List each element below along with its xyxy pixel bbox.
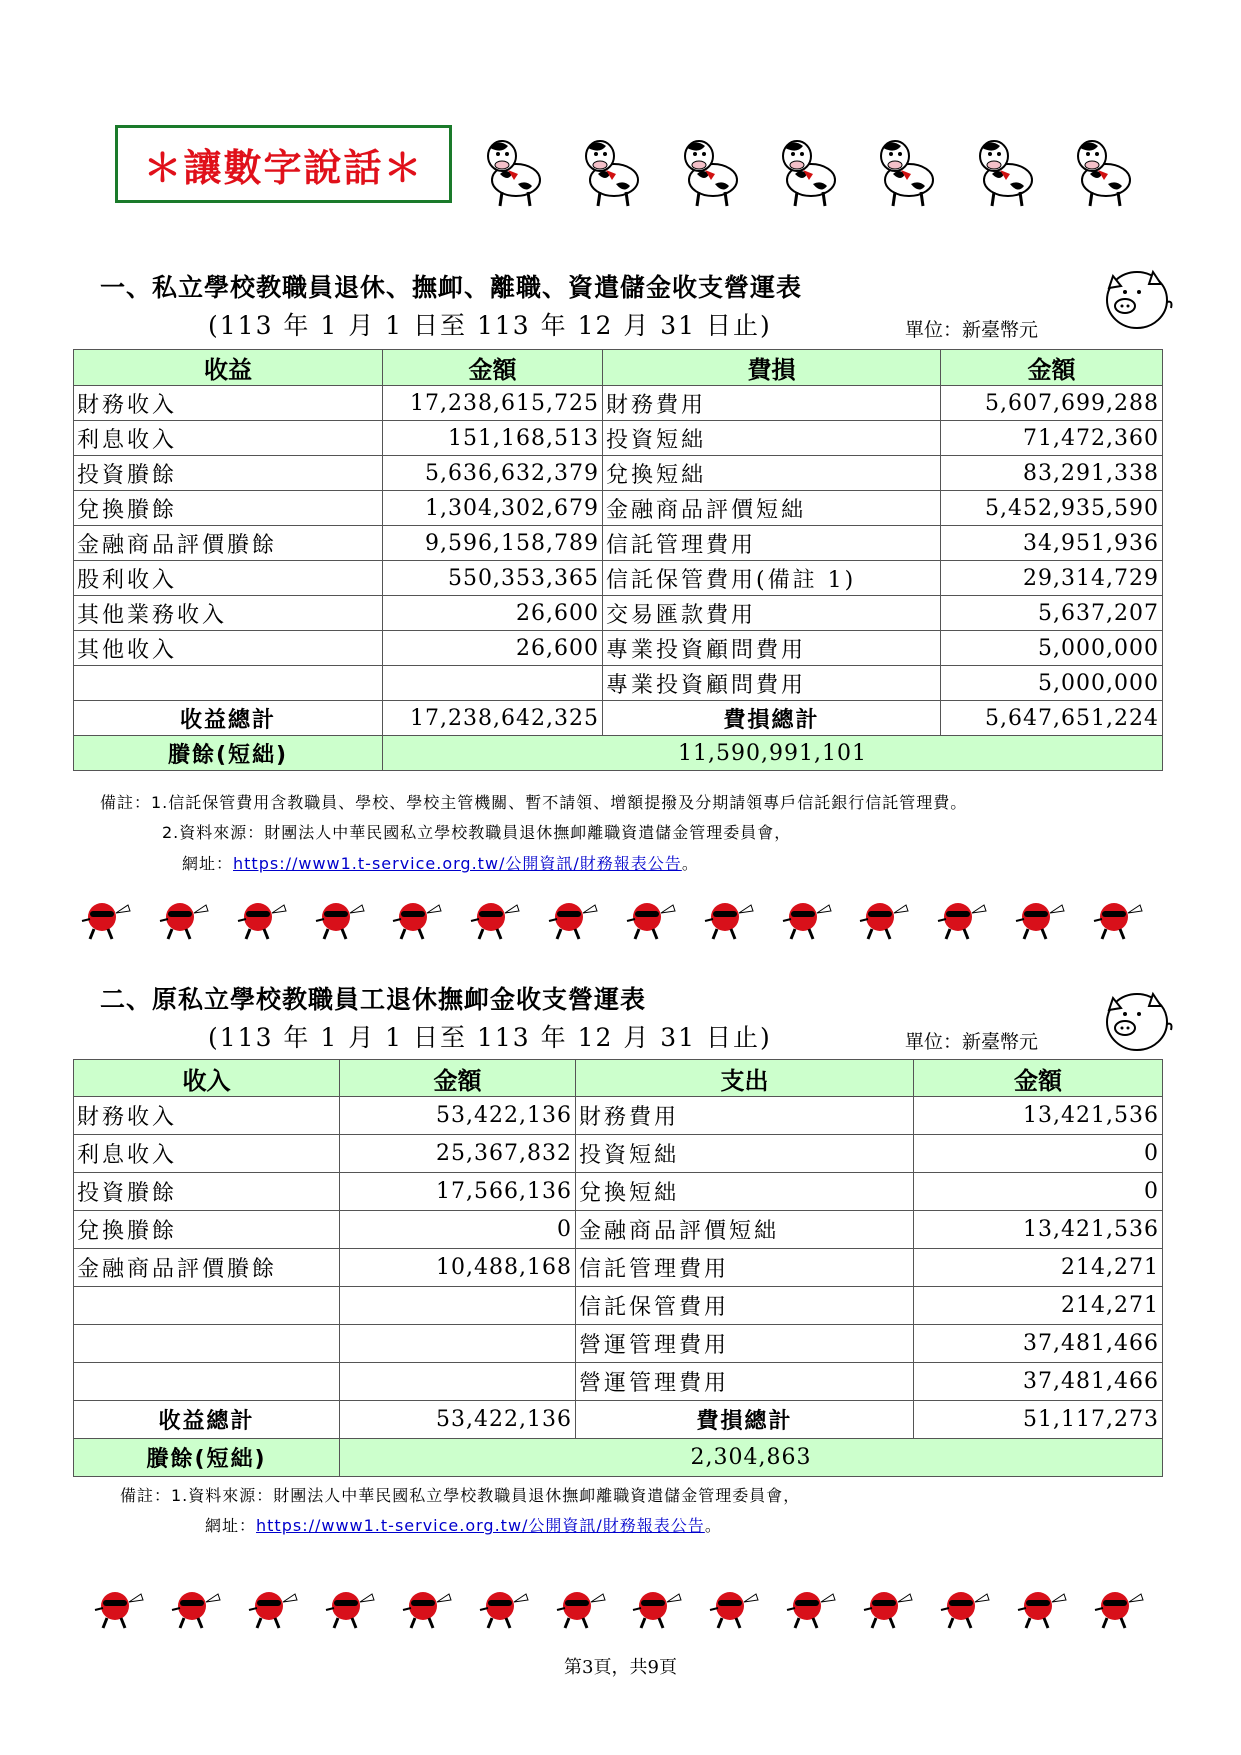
expense-total-label: 費損總計 — [576, 1401, 914, 1439]
column-header: 支出 — [576, 1060, 914, 1097]
table-row — [74, 1097, 1163, 1135]
expense-total-label: 費損總計 — [603, 701, 941, 736]
expense-total-amount: 5,647,651,224 — [941, 701, 1163, 736]
income-item: 兌換賸餘 — [74, 1211, 340, 1249]
expense-amount: 5,637,207 — [941, 596, 1163, 631]
cow-icon — [576, 130, 646, 208]
expense-amount: 13,421,536 — [914, 1211, 1163, 1249]
income-amount: 17,238,615,725 — [383, 386, 603, 421]
income-amount: 550,353,365 — [383, 561, 603, 596]
income-item: 投資賸餘 — [74, 1173, 340, 1211]
url-suffix: 。 — [704, 1516, 722, 1535]
expense-amount: 29,314,729 — [941, 561, 1163, 596]
ball-character-icon — [478, 1582, 536, 1632]
income-amount: 0 — [340, 1211, 576, 1249]
table-row — [74, 421, 1163, 456]
income-item: 股利收入 — [74, 561, 383, 596]
income-item: 利息收入 — [74, 1135, 340, 1173]
expense-amount: 0 — [914, 1173, 1163, 1211]
source-link[interactable]: https://www1.t-service.org.tw/公開資訊/財務報表公告 — [233, 854, 682, 873]
ball-character-icon — [862, 1582, 920, 1632]
ball-character-icon — [785, 1582, 843, 1632]
url-prefix: 網址： — [205, 1516, 257, 1535]
income-amount: 1,304,302,679 — [383, 491, 603, 526]
expense-amount: 0 — [914, 1135, 1163, 1173]
table-row — [74, 1135, 1163, 1173]
cow-icon — [970, 130, 1040, 208]
expense-item: 投資短絀 — [576, 1135, 914, 1173]
income-amount: 53,422,136 — [340, 1097, 576, 1135]
income-amount — [340, 1363, 576, 1401]
section1-note-url-line — [182, 851, 699, 874]
income-item — [74, 1363, 340, 1401]
pig-icon — [1095, 258, 1175, 338]
ball-character-icon — [170, 1582, 228, 1632]
surplus-value: 2,304,863 — [340, 1439, 1163, 1477]
ball-decoration-row — [93, 1582, 1151, 1632]
income-amount: 151,168,513 — [383, 421, 603, 456]
income-item — [74, 666, 383, 701]
income-item: 投資賸餘 — [74, 456, 383, 491]
expense-item: 兌換短絀 — [603, 456, 941, 491]
ball-character-icon — [1093, 1582, 1151, 1632]
expense-amount: 5,000,000 — [941, 666, 1163, 701]
expense-item: 專業投資顧問費用 — [603, 631, 941, 666]
column-header: 金額 — [383, 350, 603, 386]
expense-amount: 214,271 — [914, 1287, 1163, 1325]
ball-character-icon — [93, 1582, 151, 1632]
expense-amount: 5,000,000 — [941, 631, 1163, 666]
section2-note-1: 備註：1.資料來源：財團法人中華民國私立學校教職員退休撫卹離職資遣儲金管理委員會， — [120, 1486, 801, 1505]
expense-amount: 83,291,338 — [941, 456, 1163, 491]
section2-title: 二、原私立學校教職員工退休撫卹金收支營運表 — [100, 985, 647, 1014]
expense-item: 信託保管費用(備註 1) — [603, 561, 941, 596]
income-total-amount: 53,422,136 — [340, 1401, 576, 1439]
expense-amount: 5,607,699,288 — [941, 386, 1163, 421]
income-item — [74, 1325, 340, 1363]
expense-item: 財務費用 — [603, 386, 941, 421]
expense-amount: 37,481,466 — [914, 1325, 1163, 1363]
expense-item: 信託管理費用 — [576, 1249, 914, 1287]
ball-character-icon — [247, 1582, 305, 1632]
table-row — [74, 666, 1163, 701]
expense-item: 財務費用 — [576, 1097, 914, 1135]
income-item: 利息收入 — [74, 421, 383, 456]
section2-table — [73, 1059, 1163, 1477]
surplus-value: 11,590,991,101 — [383, 736, 1163, 771]
page-number: 第3頁，共9頁 — [564, 1657, 677, 1678]
income-amount: 5,636,632,379 — [383, 456, 603, 491]
ball-character-icon — [939, 1582, 997, 1632]
expense-item: 信託保管費用 — [576, 1287, 914, 1325]
expense-amount: 37,481,466 — [914, 1363, 1163, 1401]
column-header: 收益 — [74, 350, 383, 386]
ball-character-icon — [781, 893, 839, 943]
income-amount: 26,600 — [383, 596, 603, 631]
ball-character-icon — [1014, 893, 1072, 943]
income-amount: 17,566,136 — [340, 1173, 576, 1211]
cow-decoration-row — [478, 130, 1138, 210]
expense-total-amount: 51,117,273 — [914, 1401, 1163, 1439]
ball-character-icon — [631, 1582, 689, 1632]
ball-character-icon — [555, 1582, 613, 1632]
total-row — [74, 1401, 1163, 1439]
table-row — [74, 561, 1163, 596]
column-header: 金額 — [340, 1060, 576, 1097]
table-row — [74, 491, 1163, 526]
cow-icon — [773, 130, 843, 208]
ball-character-icon — [1092, 893, 1150, 943]
income-total-label: 收益總計 — [74, 1401, 340, 1439]
ball-character-icon — [858, 893, 916, 943]
section2-period: (113 年 1 月 1 日至 113 年 12 月 31 日止) — [208, 1023, 772, 1052]
table-row — [74, 1173, 1163, 1211]
income-amount: 9,596,158,789 — [383, 526, 603, 561]
expense-item: 營運管理費用 — [576, 1363, 914, 1401]
table-row — [74, 1363, 1163, 1401]
column-header: 金額 — [914, 1060, 1163, 1097]
expense-amount: 214,271 — [914, 1249, 1163, 1287]
expense-amount: 5,452,935,590 — [941, 491, 1163, 526]
expense-item: 兌換短絀 — [576, 1173, 914, 1211]
cow-icon — [478, 130, 548, 208]
table-header-row — [74, 1060, 1163, 1097]
income-item: 財務收入 — [74, 1097, 340, 1135]
ball-character-icon — [936, 893, 994, 943]
table-row — [74, 1287, 1163, 1325]
ball-character-icon — [703, 893, 761, 943]
income-total-amount: 17,238,642,325 — [383, 701, 603, 736]
ball-character-icon — [236, 893, 294, 943]
total-row — [74, 701, 1163, 736]
url-suffix: 。 — [681, 854, 699, 873]
cow-icon — [1068, 130, 1138, 208]
ball-character-icon — [547, 893, 605, 943]
ball-character-icon — [324, 1582, 382, 1632]
expense-amount: 34,951,936 — [941, 526, 1163, 561]
surplus-row — [74, 1439, 1163, 1477]
cow-icon — [675, 130, 745, 208]
column-header: 收入 — [74, 1060, 340, 1097]
surplus-row — [74, 736, 1163, 771]
page-banner: ＊讓數字說話＊ — [115, 125, 452, 203]
column-header: 金額 — [941, 350, 1163, 386]
section1-unit: 單位：新臺幣元 — [905, 319, 1039, 341]
section1-table — [73, 349, 1163, 771]
section1-title: 一、私立學校教職員退休、撫卹、離職、資遣儲金收支營運表 — [100, 273, 803, 302]
income-amount: 25,367,832 — [340, 1135, 576, 1173]
income-item: 其他收入 — [74, 631, 383, 666]
surplus-label: 賸餘(短絀) — [74, 736, 383, 771]
section2-note-url-line — [205, 1513, 722, 1536]
url-prefix: 網址： — [182, 854, 234, 873]
table-row — [74, 596, 1163, 631]
income-item: 其他業務收入 — [74, 596, 383, 631]
table-row — [74, 386, 1163, 421]
table-row — [74, 526, 1163, 561]
income-item: 財務收入 — [74, 386, 383, 421]
income-amount — [340, 1287, 576, 1325]
expense-item: 信託管理費用 — [603, 526, 941, 561]
income-amount — [383, 666, 603, 701]
section1-note-2: 2.資料來源：財團法人中華民國私立學校教職員退休撫卹離職資遣儲金管理委員會， — [162, 823, 792, 842]
ball-character-icon — [708, 1582, 766, 1632]
section2-unit: 單位：新臺幣元 — [905, 1031, 1039, 1053]
table-header-row — [74, 350, 1163, 386]
table-row — [74, 631, 1163, 666]
table-row — [74, 1211, 1163, 1249]
surplus-label: 賸餘(短絀) — [74, 1439, 340, 1477]
source-link[interactable]: https://www1.t-service.org.tw/公開資訊/財務報表公告 — [256, 1516, 705, 1535]
ball-decoration-row — [80, 893, 1150, 943]
income-item: 金融商品評價賸餘 — [74, 1249, 340, 1287]
expense-item: 交易匯款費用 — [603, 596, 941, 631]
ball-character-icon — [80, 893, 138, 943]
income-amount — [340, 1325, 576, 1363]
ball-character-icon — [391, 893, 449, 943]
income-total-label: 收益總計 — [74, 701, 383, 736]
income-item — [74, 1287, 340, 1325]
expense-item: 專業投資顧問費用 — [603, 666, 941, 701]
ball-character-icon — [1016, 1582, 1074, 1632]
expense-amount: 71,472,360 — [941, 421, 1163, 456]
ball-character-icon — [314, 893, 372, 943]
column-header: 費損 — [603, 350, 941, 386]
table-row — [74, 1325, 1163, 1363]
income-amount: 26,600 — [383, 631, 603, 666]
section1-period: (113 年 1 月 1 日至 113 年 12 月 31 日止) — [208, 311, 772, 340]
section1-note-1: 備註：1.信託保管費用含教職員、學校、學校主管機關、暫不請領、增額提撥及分期請領專戶信託銀行信託管理費。 — [100, 793, 968, 812]
table-row — [74, 1249, 1163, 1287]
table-row — [74, 456, 1163, 491]
pig-icon — [1095, 980, 1175, 1060]
income-amount: 10,488,168 — [340, 1249, 576, 1287]
expense-item: 金融商品評價短絀 — [576, 1211, 914, 1249]
expense-item: 投資短絀 — [603, 421, 941, 456]
ball-character-icon — [469, 893, 527, 943]
expense-amount: 13,421,536 — [914, 1097, 1163, 1135]
income-item: 兌換賸餘 — [74, 491, 383, 526]
ball-character-icon — [401, 1582, 459, 1632]
expense-item: 金融商品評價短絀 — [603, 491, 941, 526]
ball-character-icon — [625, 893, 683, 943]
income-item: 金融商品評價賸餘 — [74, 526, 383, 561]
expense-item: 營運管理費用 — [576, 1325, 914, 1363]
cow-icon — [871, 130, 941, 208]
ball-character-icon — [158, 893, 216, 943]
